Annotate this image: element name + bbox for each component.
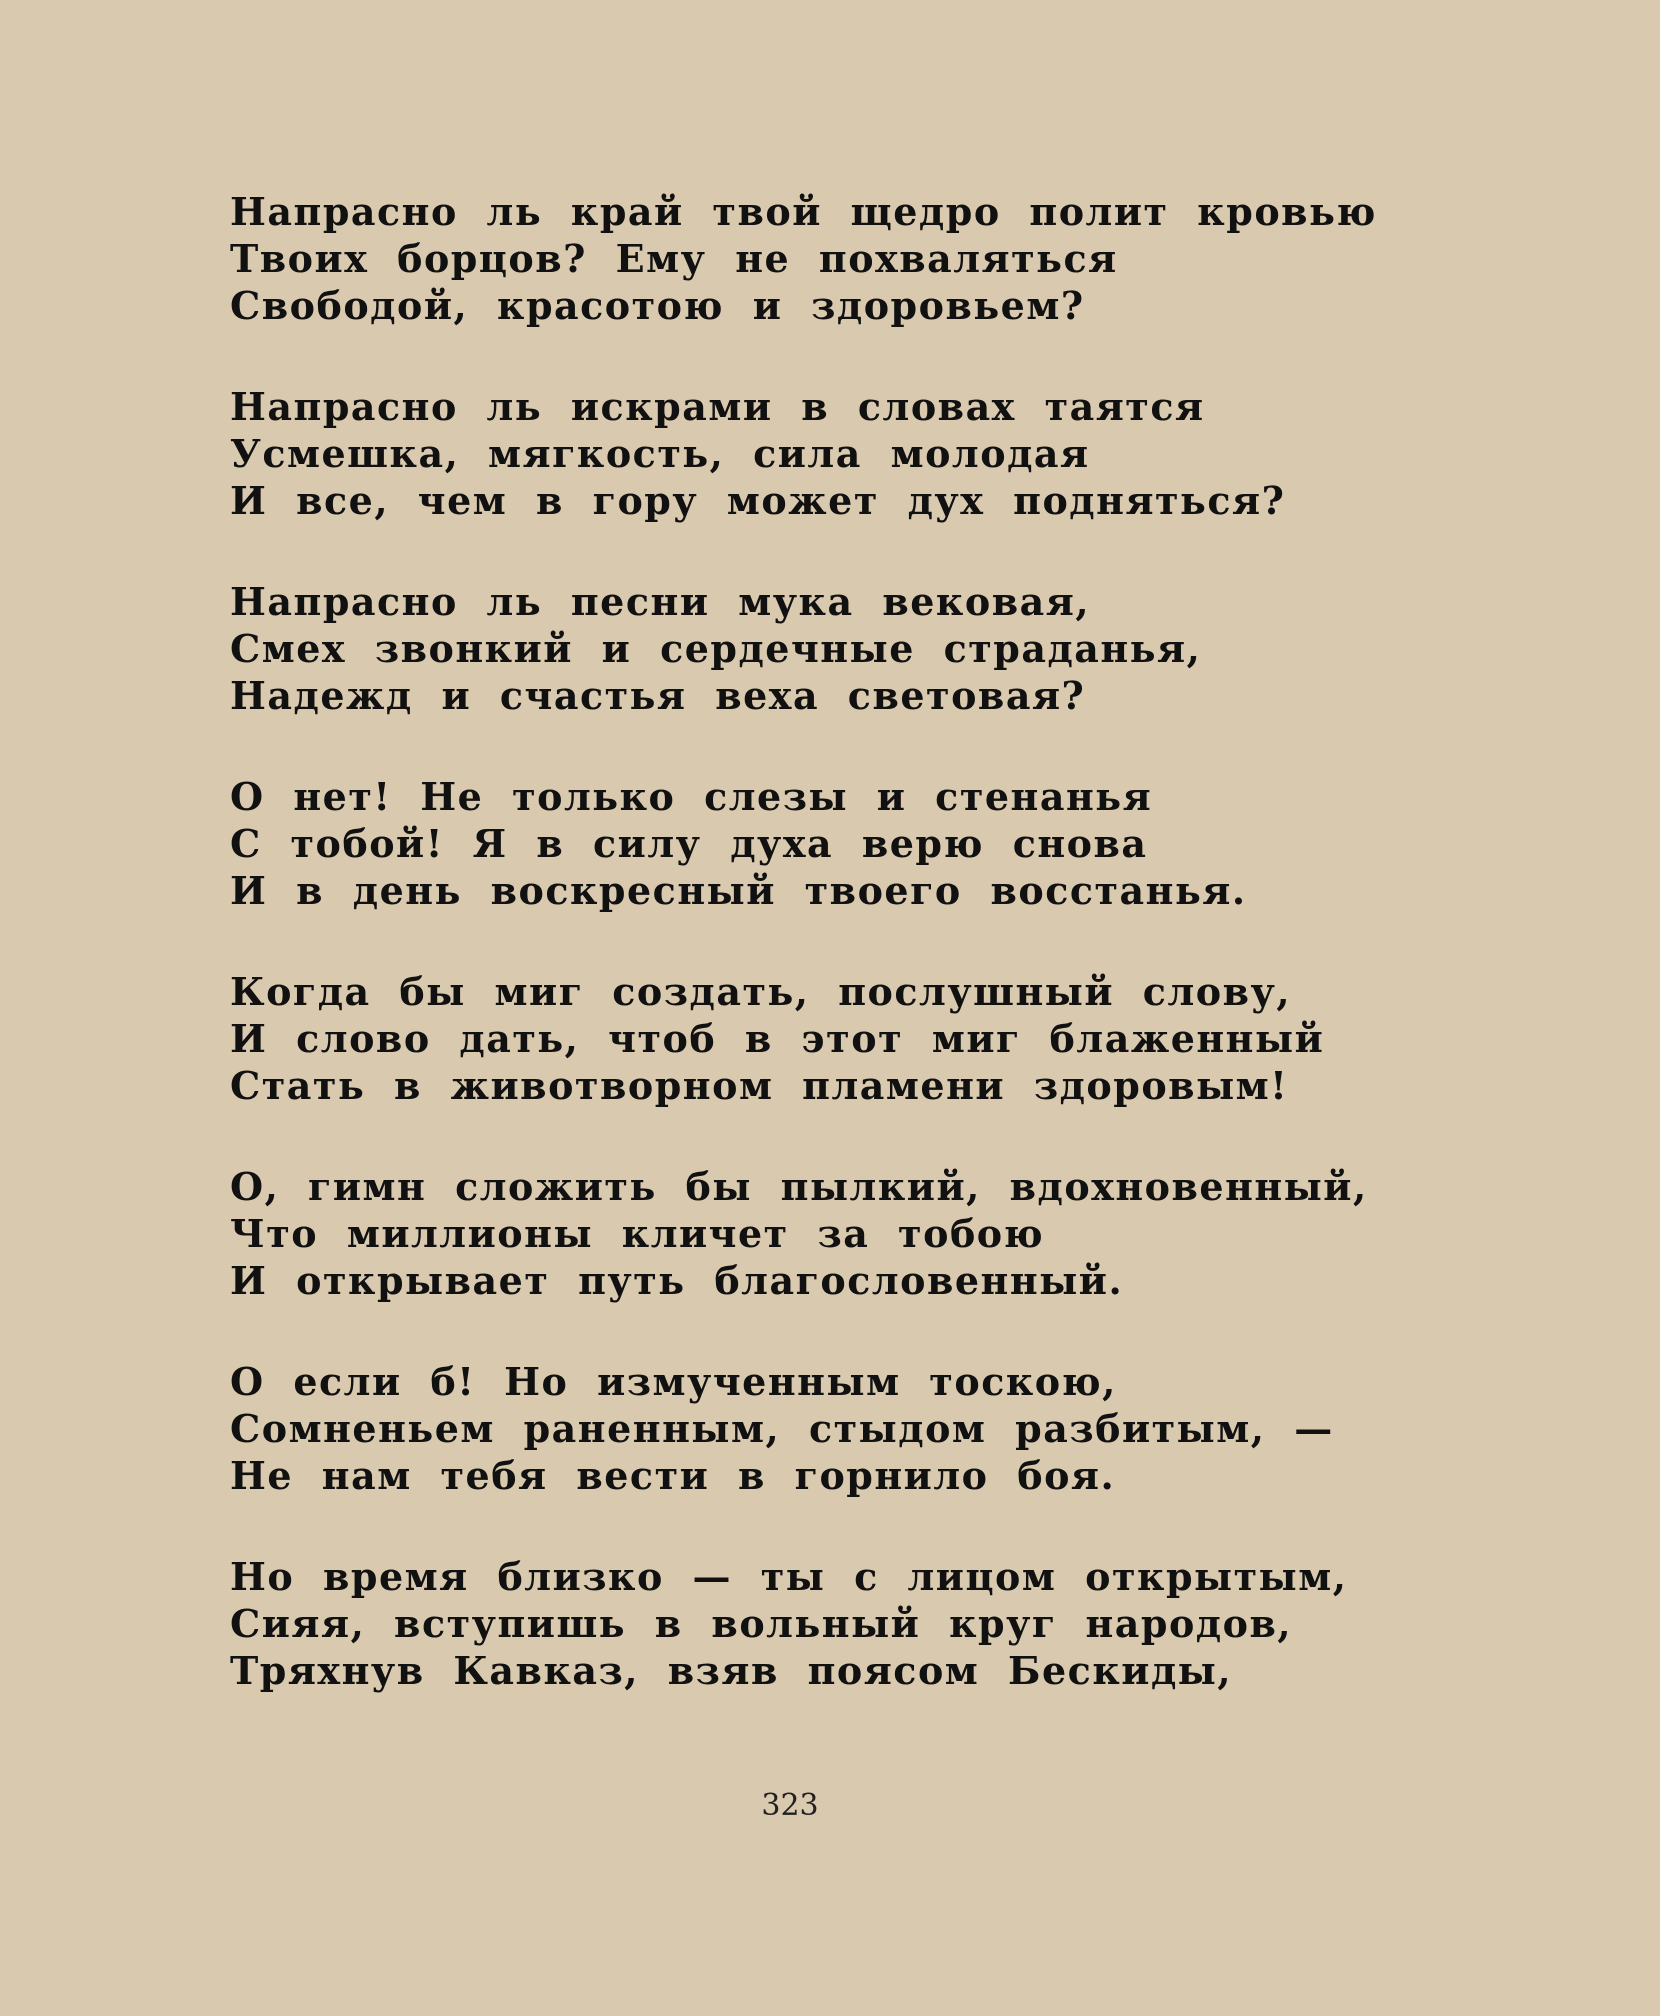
poem-line: Напрасно ль искрами в словах таятся [230,384,1205,429]
poem-line: Свободой, красотою и здоровьем? [230,283,1085,328]
poem-text [230,188,1490,1748]
poem-line: Но время близко — ты с лицом открытым, [230,1554,1348,1599]
poem-line: Стать в животворном пламени здоровым! [230,1063,1289,1108]
poem-line: И открывает путь благословенный. [230,1258,1124,1303]
poem-line: Что миллионы кличет за тобою [230,1211,1045,1256]
poem-line: О, гимн сложить бы пылкий, вдохновенный, [230,1164,1368,1209]
poem-line: И все, чем в гору может дух подняться? [230,478,1286,523]
poem-line: С тобой! Я в силу духа верю снова [230,821,1148,866]
poem-line: Напрасно ль край твой щедро полит кровью [230,189,1377,234]
poem-line: Сомненьем раненным, стыдом разбитым, — [230,1406,1334,1451]
stanza-2 [230,383,1490,524]
stanza-4 [230,773,1490,914]
poem-line: Тряхнув Кавказ, взяв поясом Бескиды, [230,1648,1233,1693]
stanza-8 [230,1553,1490,1694]
stanza-5 [230,968,1490,1109]
poem-line: Твоих борцов? Ему не похваляться [230,236,1118,281]
poem-line: Смех звонкий и сердечные страданья, [230,626,1202,671]
stanza-3 [230,578,1490,719]
poem-line: О нет! Не только слезы и стенанья [230,774,1153,819]
poem-line: И слово дать, чтоб в этот миг блаженный [230,1016,1325,1061]
poem-line: Когда бы миг создать, послушный слову, [230,969,1292,1014]
stanza-6 [230,1163,1490,1304]
stanza-7 [230,1358,1490,1499]
poem-line: Усмешка, мягкость, сила молодая [230,431,1090,476]
poem-line: Сияя, вступишь в вольный круг народов, [230,1601,1293,1646]
poem-line: Надежд и счастья веха световая? [230,673,1086,718]
poem-line: О если б! Но измученным тоскою, [230,1359,1117,1404]
poem-line: Напрасно ль песни мука вековая, [230,579,1091,624]
poem-line: Не нам тебя вести в горнило боя. [230,1453,1116,1498]
poem-line: И в день воскресный твоего восстанья. [230,868,1247,913]
page-number: 323 [761,1788,819,1823]
stanza-1 [230,188,1490,329]
